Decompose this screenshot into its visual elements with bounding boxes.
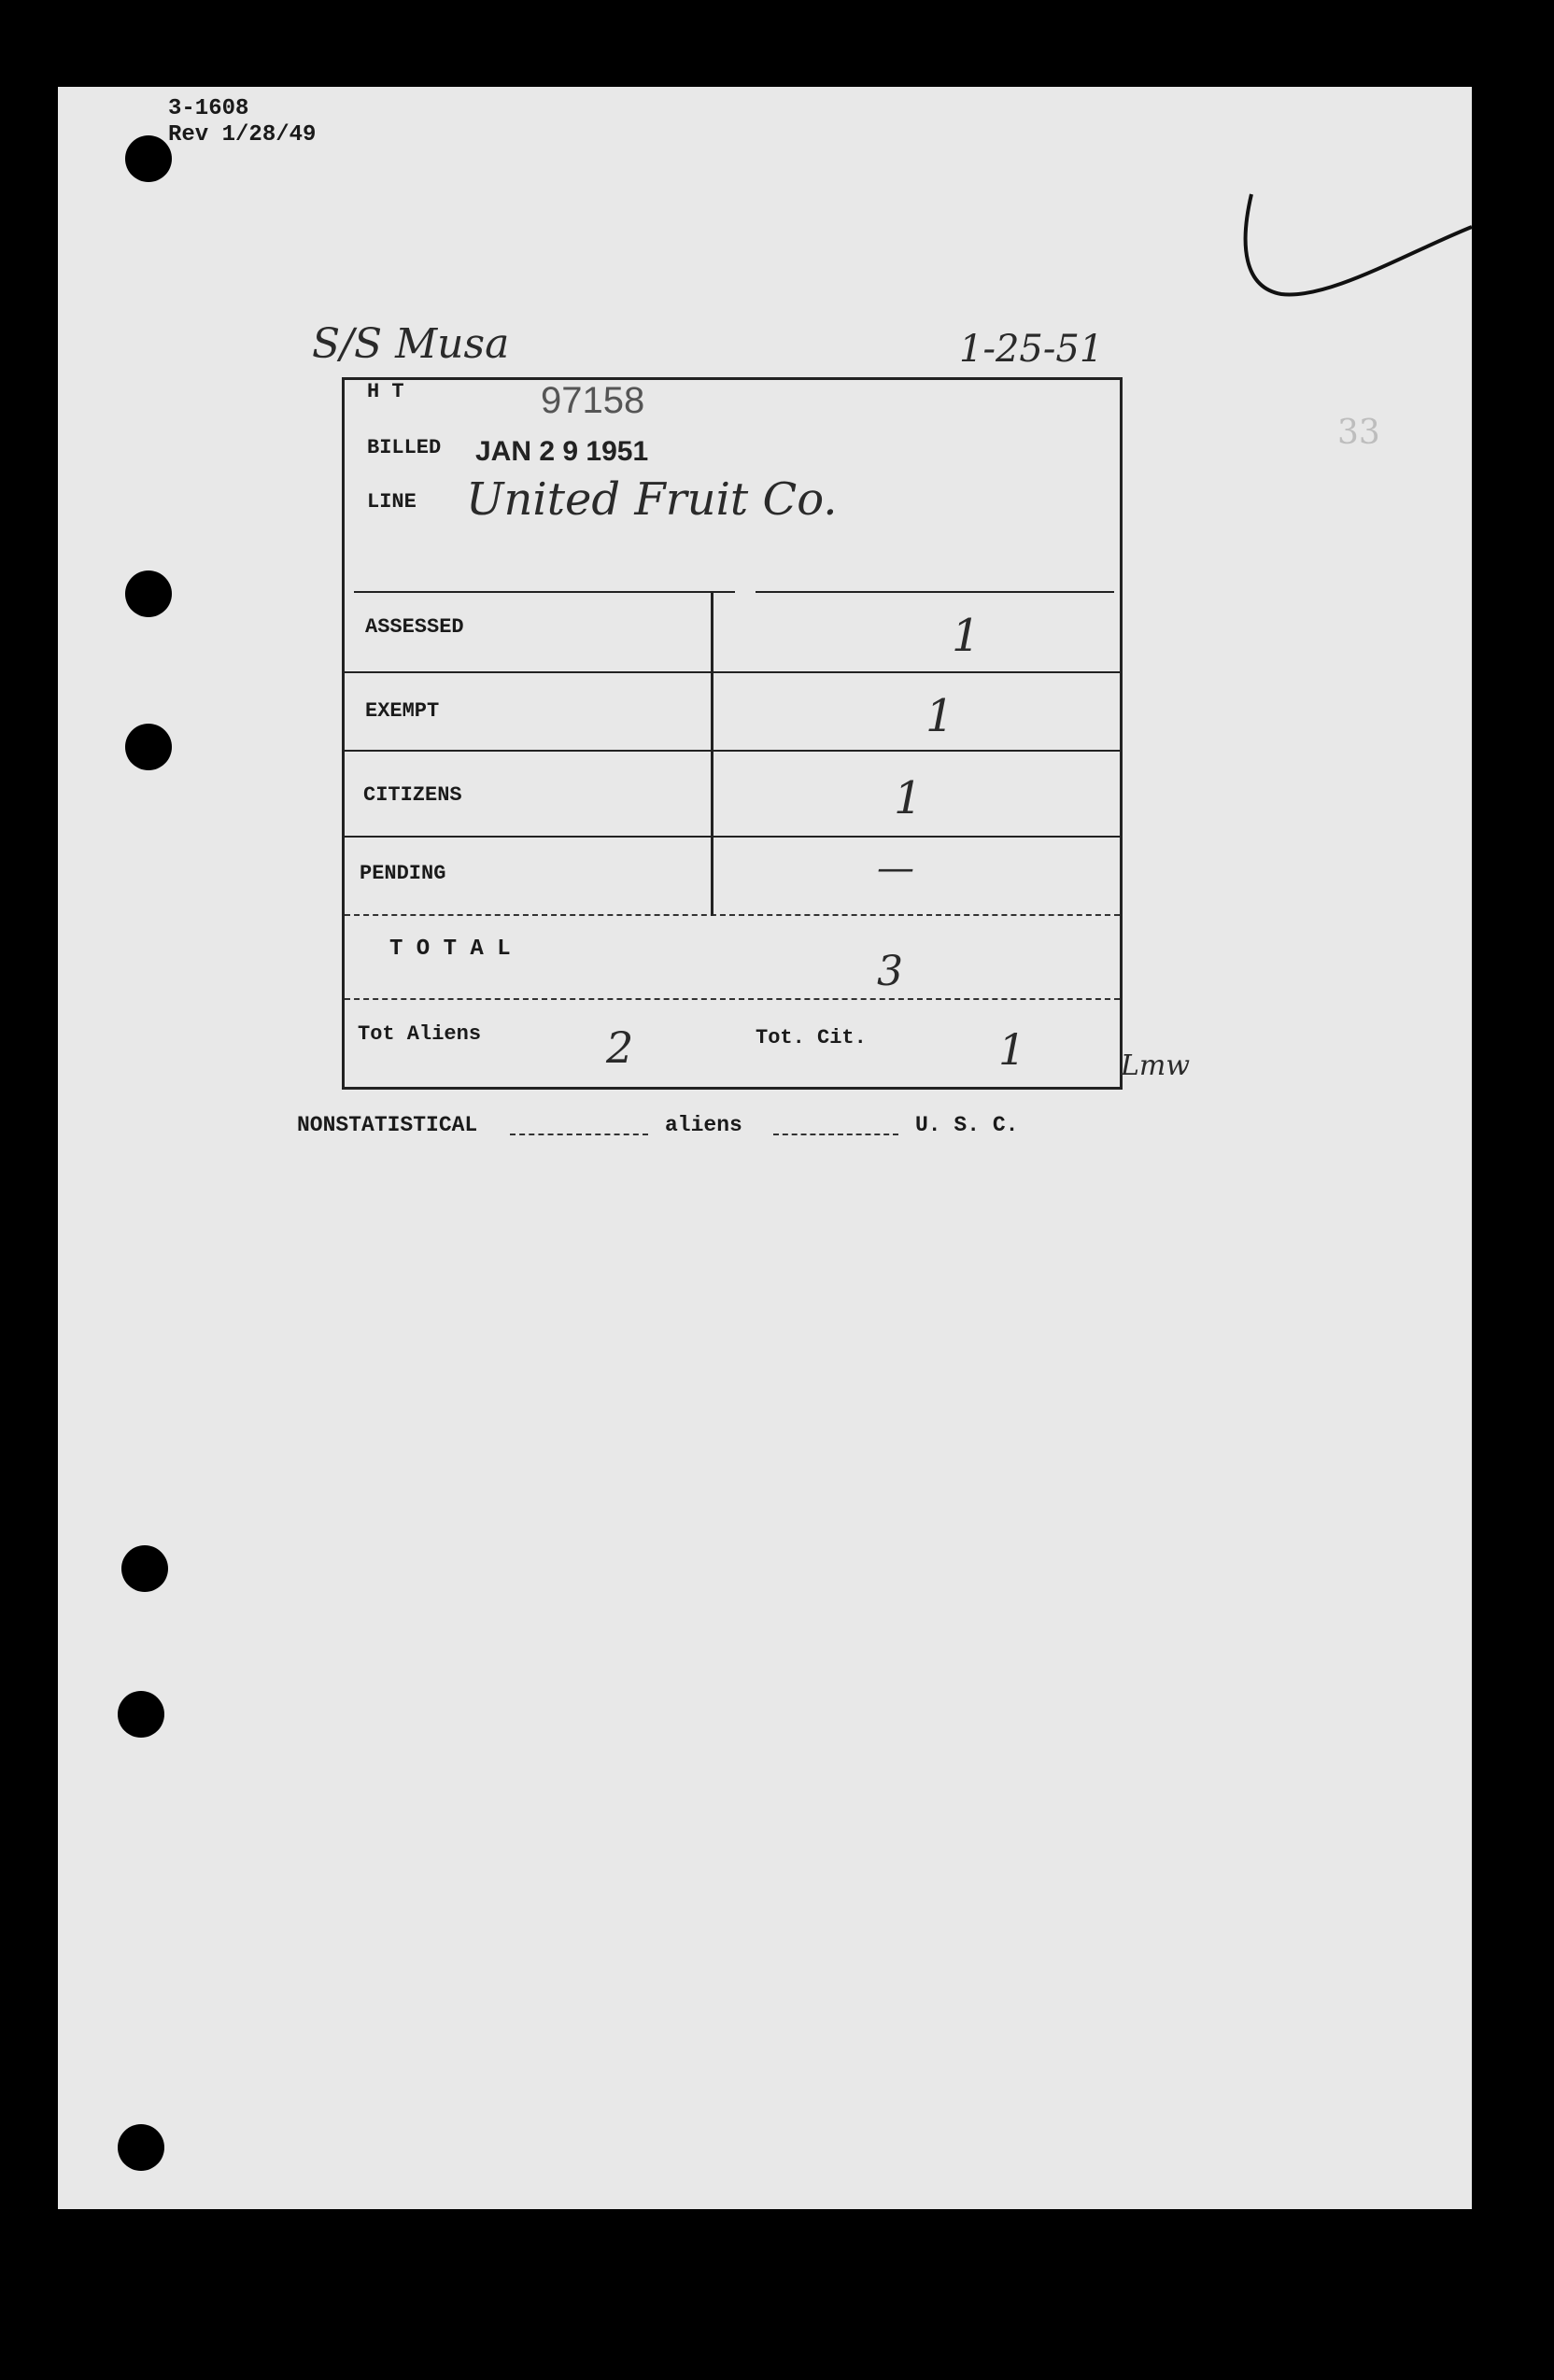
binder-hole	[125, 135, 172, 182]
row-label-assessed: ASSESSED	[365, 615, 464, 639]
billed-date: JAN 2 9 1951	[475, 436, 649, 467]
clerk-initials: Lmw	[1121, 1049, 1191, 1082]
binder-hole	[118, 1691, 164, 1738]
vessel-name: S/S Musa	[312, 320, 510, 368]
tot-aliens-value: 2	[606, 1022, 634, 1073]
line-label: LINE	[367, 490, 417, 514]
tot-aliens-label: Tot Aliens	[358, 1022, 482, 1046]
binder-hole	[118, 2124, 164, 2171]
nonstat-usc-blank	[773, 1134, 898, 1135]
check-mark	[1235, 190, 1477, 320]
tot-cit-label: Tot. Cit.	[756, 1026, 867, 1049]
row-value-assessed: 1	[952, 610, 981, 662]
total-value: 3	[877, 948, 903, 995]
binder-hole	[125, 724, 172, 770]
tot-cit-value: 1	[998, 1024, 1026, 1075]
nonstat-aliens-blank	[510, 1134, 648, 1135]
row-value-exempt: 1	[925, 690, 954, 742]
nonstatistical-label: NONSTATISTICAL	[297, 1113, 478, 1137]
manifest-tally-box	[342, 377, 1123, 1090]
aliens-label: aliens	[665, 1113, 742, 1137]
usc-label: U. S. C.	[915, 1113, 1019, 1137]
billed-label: BILLED	[367, 436, 442, 459]
row-label-pending: PENDING	[360, 862, 446, 885]
ht-label: H T	[367, 380, 404, 403]
binder-hole	[121, 1545, 168, 1592]
line-value: United Fruit Co.	[466, 473, 838, 526]
row-value-pending: —	[877, 847, 914, 890]
arrival-date: 1-25-51	[959, 328, 1104, 371]
form-revision: Rev 1/28/49	[168, 122, 317, 148]
row-label-citizens: CITIZENS	[363, 783, 462, 807]
binder-hole	[125, 570, 172, 617]
row-value-citizens: 1	[894, 772, 923, 824]
margin-number: 33	[1337, 414, 1380, 452]
form-number: 3-1608	[168, 96, 249, 121]
row-label-exempt: EXEMPT	[365, 699, 440, 723]
total-label: T O T A L	[389, 937, 511, 962]
ht-number: 97158	[541, 380, 645, 421]
